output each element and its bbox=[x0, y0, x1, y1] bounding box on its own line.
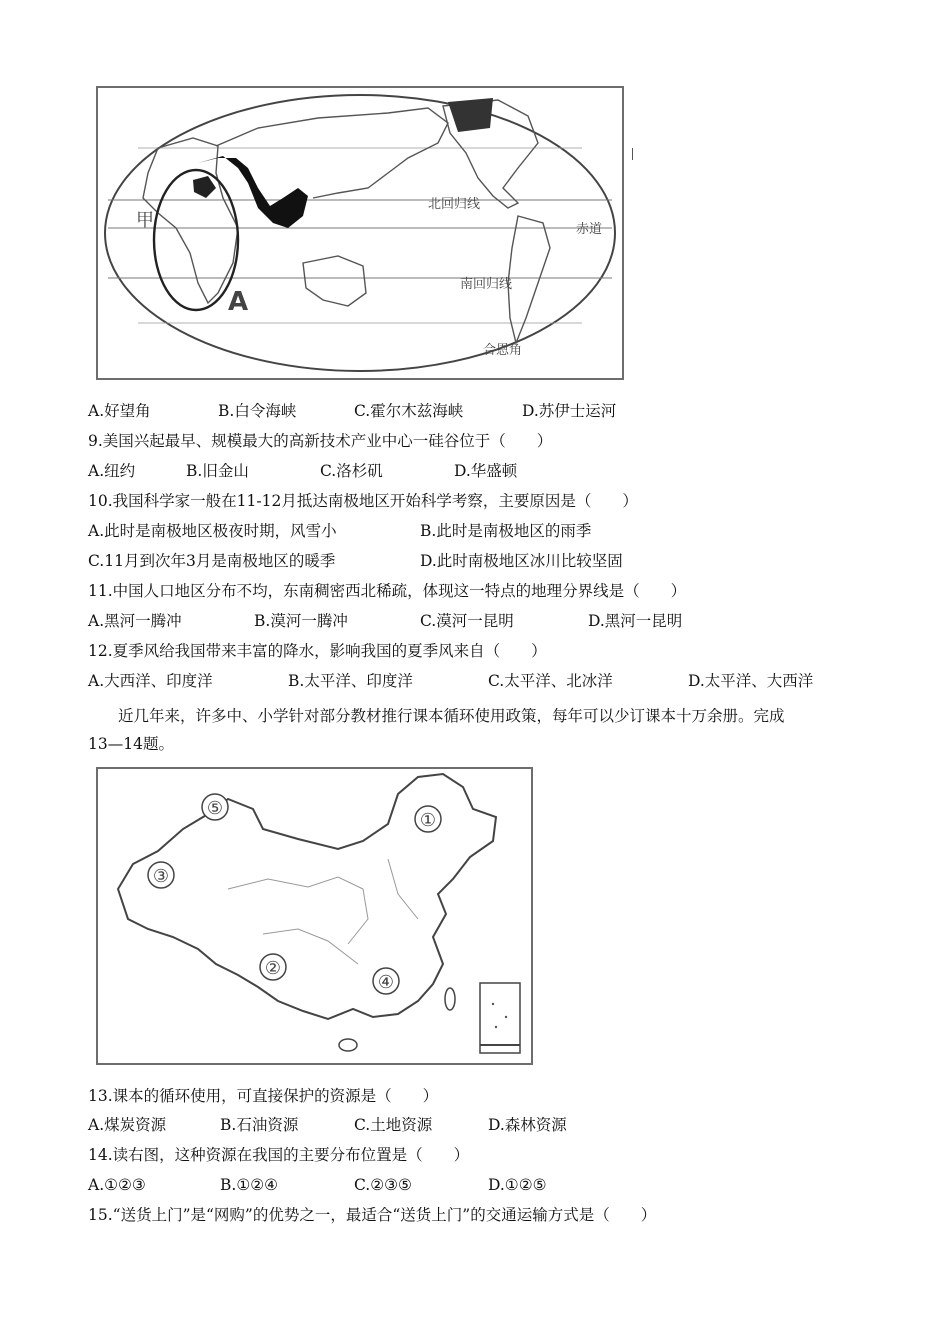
q9-option-a[interactable]: A.纽约 bbox=[88, 462, 136, 480]
q9-option-c[interactable]: C.洛杉矶 bbox=[320, 462, 383, 480]
region-2: ② bbox=[264, 958, 282, 979]
q13-stem: 13.课本的循环使用，可直接保护的资源是（ ） bbox=[88, 1087, 439, 1105]
q9-option-b[interactable]: B.旧金山 bbox=[186, 462, 249, 480]
q13-option-a[interactable]: A.煤炭资源 bbox=[88, 1116, 167, 1134]
q12-option-b[interactable]: B.太平洋、印度洋 bbox=[288, 672, 413, 690]
world-map bbox=[98, 88, 622, 378]
q8-option-a[interactable]: A.好望角 bbox=[88, 402, 151, 420]
q9-option-d[interactable]: D.华盛顿 bbox=[454, 462, 518, 480]
label-jia: 甲 bbox=[136, 210, 154, 231]
q8-option-c[interactable]: C.霍尔木兹海峡 bbox=[354, 402, 464, 420]
q12-option-a[interactable]: A.大西洋、印度洋 bbox=[88, 672, 213, 690]
china-map-figure bbox=[96, 767, 533, 1065]
china-map bbox=[98, 769, 531, 1063]
region-1: ① bbox=[419, 810, 437, 831]
region-4: ④ bbox=[377, 972, 395, 993]
q14-stem: 14.读右图，这种资源在我国的主要分布位置是（ ） bbox=[88, 1146, 470, 1164]
q8-option-d[interactable]: D.苏伊士运河 bbox=[522, 402, 617, 420]
label-tropic-capricorn: 南回归线 bbox=[460, 277, 513, 292]
q10-option-b[interactable]: B.此时是南极地区的雨季 bbox=[420, 522, 592, 540]
q12-option-c[interactable]: C.太平洋、北冰洋 bbox=[488, 672, 613, 690]
q15-stem: 15.“送货上门”是“网购”的优势之一，最适合“送货上门”的交通运输方式是（ ） bbox=[88, 1206, 657, 1224]
stray-mark bbox=[632, 148, 633, 160]
q10-option-c[interactable]: C.11月到次年3月是南极地区的暖季 bbox=[88, 552, 336, 570]
q12-option-d[interactable]: D.太平洋、大西洋 bbox=[688, 672, 814, 690]
q14-option-d[interactable]: D.①②⑤ bbox=[488, 1176, 547, 1194]
q11-option-b[interactable]: B.漠河一腾冲 bbox=[254, 612, 348, 630]
q13-option-c[interactable]: C.土地资源 bbox=[354, 1116, 433, 1134]
q14-option-b[interactable]: B.①②④ bbox=[220, 1176, 279, 1194]
q10-option-d[interactable]: D.此时南极地区冰川比较坚固 bbox=[420, 552, 623, 570]
q11-option-c[interactable]: C.漠河一昆明 bbox=[420, 612, 514, 630]
q9-stem: 9.美国兴起最早、规模最大的高新技术产业中心一硅谷位于（ ） bbox=[88, 432, 553, 450]
region-5: ⑤ bbox=[206, 798, 224, 819]
passage-line1: 近几年来，许多中、小学针对部分教材推行课本循环使用政策，每年可以少订课本十万余册。完成 bbox=[118, 707, 785, 725]
label-south-cape: 合恩角 bbox=[483, 343, 523, 358]
q12-stem: 12.夏季风给我国带来丰富的降水，影响我国的夏季风来自（ ） bbox=[88, 642, 547, 660]
q13-option-b[interactable]: B.石油资源 bbox=[220, 1116, 299, 1134]
passage-line2: 13—14题。 bbox=[88, 735, 174, 753]
label-equator: 赤道 bbox=[576, 222, 603, 237]
q10-stem: 10.我国科学家一般在11-12月抵达南极地区开始科学考察，主要原因是（ ） bbox=[88, 492, 638, 510]
label-a: A bbox=[228, 287, 249, 317]
q11-stem: 11.中国人口地区分布不均，东南稠密西北稀疏，体现这一特点的地理分界线是（ ） bbox=[88, 582, 687, 600]
world-map-figure bbox=[96, 86, 624, 380]
label-tropic-cancer: 北回归线 bbox=[428, 197, 481, 212]
q8-option-b[interactable]: B.白令海峡 bbox=[218, 402, 297, 420]
q14-option-a[interactable]: A.①②③ bbox=[88, 1176, 146, 1194]
q11-option-a[interactable]: A.黑河一腾冲 bbox=[88, 612, 182, 630]
q13-option-d[interactable]: D.森林资源 bbox=[488, 1116, 567, 1134]
region-3: ③ bbox=[152, 866, 170, 887]
q10-option-a[interactable]: A.此时是南极地区极夜时期，风雪小 bbox=[88, 522, 337, 540]
q11-option-d[interactable]: D.黑河一昆明 bbox=[588, 612, 683, 630]
q14-option-c[interactable]: C.②③⑤ bbox=[354, 1176, 412, 1194]
